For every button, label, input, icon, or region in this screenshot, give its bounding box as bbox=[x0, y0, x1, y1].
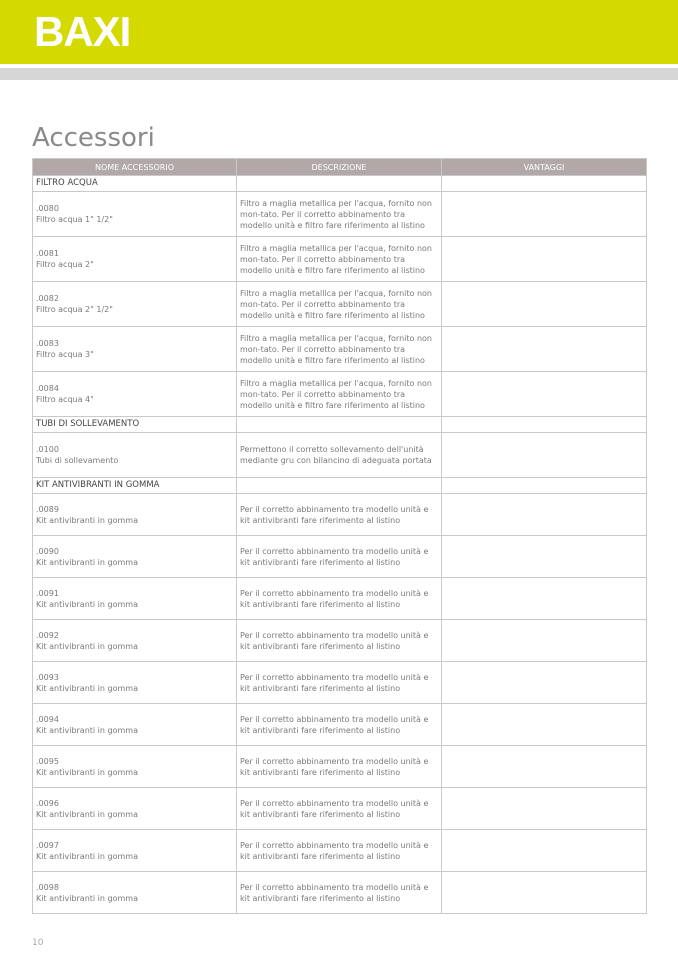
column-header-vantaggi: VANTAGGI bbox=[442, 159, 647, 176]
accessory-name: Kit antivibranti in gomma bbox=[36, 767, 138, 777]
description-cell: Permettono il corretto sollevamento dell'unità mediante gru con bilancino di adeguata portata bbox=[237, 433, 442, 478]
table-row bbox=[33, 830, 647, 872]
accessory-cell bbox=[33, 830, 237, 872]
table-row bbox=[33, 494, 647, 536]
accessory-code: .0096 bbox=[36, 798, 59, 808]
description-cell: Per il corretto abbinamento tra modello unità e kit antivibranti fare riferimento al listino bbox=[237, 746, 442, 788]
section-row bbox=[33, 417, 647, 433]
accessory-code: .0089 bbox=[36, 504, 59, 514]
table-row bbox=[33, 372, 647, 417]
empty-cell bbox=[442, 176, 647, 192]
table-row bbox=[33, 704, 647, 746]
section-title: KIT ANTIVIBRANTI IN GOMMA bbox=[33, 478, 237, 494]
vantaggi-cell bbox=[442, 327, 647, 372]
page-title: Accessori bbox=[32, 123, 155, 154]
empty-cell bbox=[237, 176, 442, 192]
vantaggi-cell bbox=[442, 662, 647, 704]
description-cell: Filtro a maglia metallica per l'acqua, fornito non mon-tato. Per il corretto abbinamento tra modello unità e filtro fare riferimento al listino bbox=[237, 237, 442, 282]
description-cell: Per il corretto abbinamento tra modello unità e kit antivibranti fare riferimento al listino bbox=[237, 788, 442, 830]
section-title: FILTRO ACQUA bbox=[33, 176, 237, 192]
empty-cell bbox=[442, 417, 647, 433]
vantaggi-cell bbox=[442, 704, 647, 746]
accessory-name: Kit antivibranti in gomma bbox=[36, 851, 138, 861]
accessory-cell bbox=[33, 494, 237, 536]
table-row bbox=[33, 433, 647, 478]
accessory-name: Filtro acqua 2" 1/2" bbox=[36, 305, 113, 314]
table-row bbox=[33, 872, 647, 914]
table-row bbox=[33, 788, 647, 830]
header-divider bbox=[0, 68, 678, 80]
accessory-cell bbox=[33, 192, 237, 237]
vantaggi-cell bbox=[442, 494, 647, 536]
empty-cell bbox=[442, 478, 647, 494]
accessory-cell bbox=[33, 327, 237, 372]
accessory-name: Kit antivibranti in gomma bbox=[36, 893, 138, 903]
accessory-cell bbox=[33, 872, 237, 914]
vantaggi-cell bbox=[442, 433, 647, 478]
table-row bbox=[33, 662, 647, 704]
baxi-logo: BAXI bbox=[34, 8, 131, 55]
accessory-code: .0083 bbox=[36, 339, 59, 348]
accessory-cell bbox=[33, 536, 237, 578]
accessory-name: Kit antivibranti in gomma bbox=[36, 725, 138, 735]
table-row bbox=[33, 192, 647, 237]
table-row bbox=[33, 620, 647, 662]
description-cell: Filtro a maglia metallica per l'acqua, fornito non mon-tato. Per il corretto abbinamento tra modello unità e filtro fare riferimento al listino bbox=[237, 327, 442, 372]
vantaggi-cell bbox=[442, 788, 647, 830]
accessory-code: .0082 bbox=[36, 294, 59, 303]
accessory-name: Kit antivibranti in gomma bbox=[36, 641, 138, 651]
vantaggi-cell bbox=[442, 192, 647, 237]
section-row bbox=[33, 478, 647, 494]
vantaggi-cell bbox=[442, 372, 647, 417]
vantaggi-cell bbox=[442, 872, 647, 914]
description-cell: Per il corretto abbinamento tra modello unità e kit antivibranti fare riferimento al listino bbox=[237, 872, 442, 914]
description-cell: Filtro a maglia metallica per l'acqua, fornito non mon-tato. Per il corretto abbinamento tra modello unità e filtro fare riferimento al listino bbox=[237, 372, 442, 417]
accessory-cell bbox=[33, 372, 237, 417]
accessory-cell bbox=[33, 788, 237, 830]
accessory-name: Filtro acqua 3" bbox=[36, 350, 94, 359]
accessory-cell bbox=[33, 433, 237, 478]
vantaggi-cell bbox=[442, 620, 647, 662]
table-row bbox=[33, 578, 647, 620]
vantaggi-cell bbox=[442, 830, 647, 872]
accessory-code: .0092 bbox=[36, 630, 59, 640]
description-cell: Per il corretto abbinamento tra modello unità e kit antivibranti fare riferimento al listino bbox=[237, 578, 442, 620]
description-cell: Per il corretto abbinamento tra modello unità e kit antivibranti fare riferimento al listino bbox=[237, 536, 442, 578]
table-row bbox=[33, 327, 647, 372]
section-title: TUBI DI SOLLEVAMENTO bbox=[33, 417, 237, 433]
description-cell: Filtro a maglia metallica per l'acqua, fornito non mon-tato. Per il corretto abbinamento tra modello unità e filtro fare riferimento al listino bbox=[237, 282, 442, 327]
brand-header-bar bbox=[0, 0, 678, 64]
accessory-name: Kit antivibranti in gomma bbox=[36, 599, 138, 609]
accessory-name: Kit antivibranti in gomma bbox=[36, 557, 138, 567]
vantaggi-cell bbox=[442, 746, 647, 788]
page-number: 10 bbox=[32, 938, 44, 948]
description-cell: Per il corretto abbinamento tra modello unità e kit antivibranti fare riferimento al listino bbox=[237, 620, 442, 662]
accessory-cell bbox=[33, 662, 237, 704]
table-row bbox=[33, 746, 647, 788]
accessories-table bbox=[32, 158, 647, 914]
accessory-cell bbox=[33, 746, 237, 788]
accessory-name: Kit antivibranti in gomma bbox=[36, 809, 138, 819]
column-header-nome: NOME ACCESSORIO bbox=[33, 159, 237, 176]
accessory-cell bbox=[33, 704, 237, 746]
table-row bbox=[33, 282, 647, 327]
vantaggi-cell bbox=[442, 282, 647, 327]
accessory-code: .0093 bbox=[36, 672, 59, 682]
accessory-code: .0098 bbox=[36, 882, 59, 892]
accessory-name: Tubi di sollevamento bbox=[36, 456, 119, 465]
accessory-code: .0084 bbox=[36, 384, 59, 393]
description-cell: Per il corretto abbinamento tra modello unità e kit antivibranti fare riferimento al listino bbox=[237, 662, 442, 704]
accessory-cell bbox=[33, 620, 237, 662]
accessory-name: Filtro acqua 4" bbox=[36, 395, 94, 404]
table-row bbox=[33, 237, 647, 282]
table-row bbox=[33, 536, 647, 578]
accessory-name: Kit antivibranti in gomma bbox=[36, 515, 138, 525]
column-header-descrizione: DESCRIZIONE bbox=[237, 159, 442, 176]
vantaggi-cell bbox=[442, 578, 647, 620]
vantaggi-cell bbox=[442, 536, 647, 578]
accessory-code: .0100 bbox=[36, 445, 59, 454]
accessory-code: .0081 bbox=[36, 249, 59, 258]
accessory-name: Filtro acqua 1" 1/2" bbox=[36, 215, 113, 224]
accessory-cell bbox=[33, 282, 237, 327]
accessory-cell bbox=[33, 237, 237, 282]
description-cell: Per il corretto abbinamento tra modello unità e kit antivibranti fare riferimento al listino bbox=[237, 704, 442, 746]
accessory-code: .0090 bbox=[36, 546, 59, 556]
accessory-code: .0080 bbox=[36, 204, 59, 213]
accessory-code: .0094 bbox=[36, 714, 59, 724]
accessory-name: Filtro acqua 2" bbox=[36, 260, 94, 269]
description-cell: Filtro a maglia metallica per l'acqua, fornito non mon-tato. Per il corretto abbinamento tra modello unità e filtro fare riferimento al listino bbox=[237, 192, 442, 237]
description-cell: Per il corretto abbinamento tra modello unità e kit antivibranti fare riferimento al listino bbox=[237, 494, 442, 536]
empty-cell bbox=[237, 417, 442, 433]
empty-cell bbox=[237, 478, 442, 494]
description-cell: Per il corretto abbinamento tra modello unità e kit antivibranti fare riferimento al listino bbox=[237, 830, 442, 872]
accessory-code: .0091 bbox=[36, 588, 59, 598]
accessory-cell bbox=[33, 578, 237, 620]
accessory-code: .0095 bbox=[36, 756, 59, 766]
accessory-code: .0097 bbox=[36, 840, 59, 850]
accessory-name: Kit antivibranti in gomma bbox=[36, 683, 138, 693]
table-header-row bbox=[33, 159, 647, 176]
vantaggi-cell bbox=[442, 237, 647, 282]
section-row bbox=[33, 176, 647, 192]
